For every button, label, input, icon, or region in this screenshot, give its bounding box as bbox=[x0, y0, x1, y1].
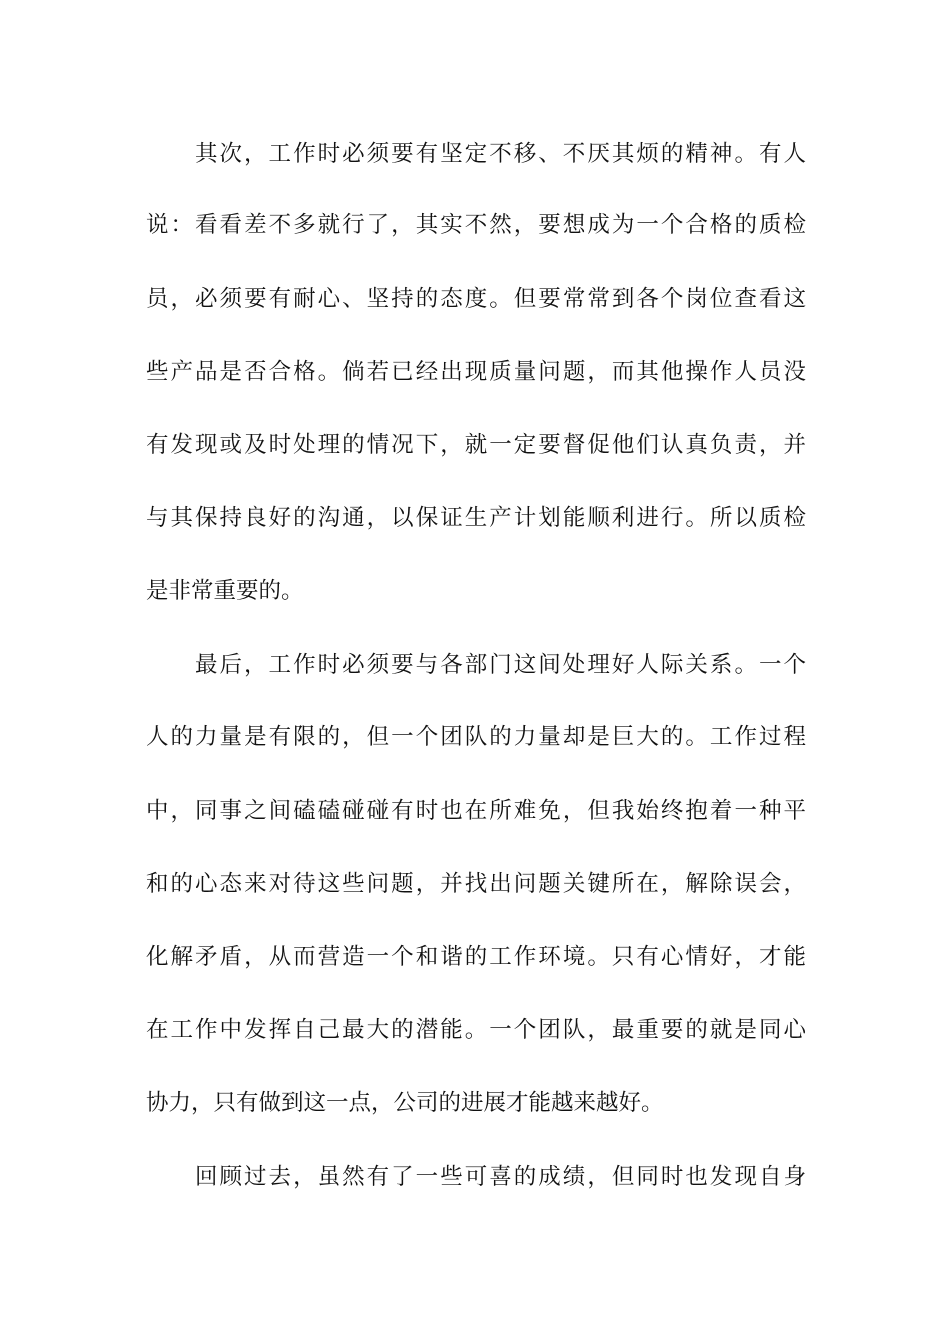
paragraph-1-line-3: 员，必须要有耐心、坚持的态度。但要常常到各个岗位查看这 bbox=[146, 286, 806, 312]
paragraph-2-line-6: 在工作中发挥自己最大的潜能。一个团队，最重要的就是同心 bbox=[146, 1017, 806, 1043]
paragraph-2-line-2: 人的力量是有限的，但一个团队的力量却是巨大的。工作过程 bbox=[146, 724, 806, 750]
paragraph-1-line-4: 些产品是否合格。倘若已经出现质量问题，而其他操作人员没 bbox=[146, 359, 806, 385]
paragraph-1-line-5: 有发现或及时处理的情况下，就一定要督促他们认真负责，并 bbox=[146, 432, 806, 458]
paragraph-2-line-1: 最后，工作时必须要与各部门这间处理好人际关系。一个 bbox=[195, 652, 806, 678]
paragraph-1-line-6: 与其保持良好的沟通，以保证生产计划能顺利进行。所以质检 bbox=[146, 505, 806, 531]
paragraph-2-line-4: 和的心态来对待这些问题，并找出问题关键所在，解除误会， bbox=[146, 871, 806, 897]
paragraph-2-line-5: 化解矛盾，从而营造一个和谐的工作环境。只有心情好，才能 bbox=[146, 944, 806, 970]
paragraph-1-line-2: 说：看看差不多就行了，其实不然，要想成为一个合格的质检 bbox=[146, 212, 806, 238]
paragraph-3-line-1: 回顾过去，虽然有了一些可喜的成绩，但同时也发现自身 bbox=[195, 1164, 806, 1190]
paragraph-1-line-7: 是非常重要的。 bbox=[146, 578, 304, 604]
paragraph-2-line-7: 协力，只有做到这一点，公司的进展才能越来越好。 bbox=[146, 1090, 664, 1116]
paragraph-1-line-1: 其次，工作时必须要有坚定不移、不厌其烦的精神。有人 bbox=[195, 141, 806, 167]
paragraph-2-line-3: 中，同事之间磕磕碰碰有时也在所难免，但我始终抱着一种平 bbox=[146, 798, 806, 824]
